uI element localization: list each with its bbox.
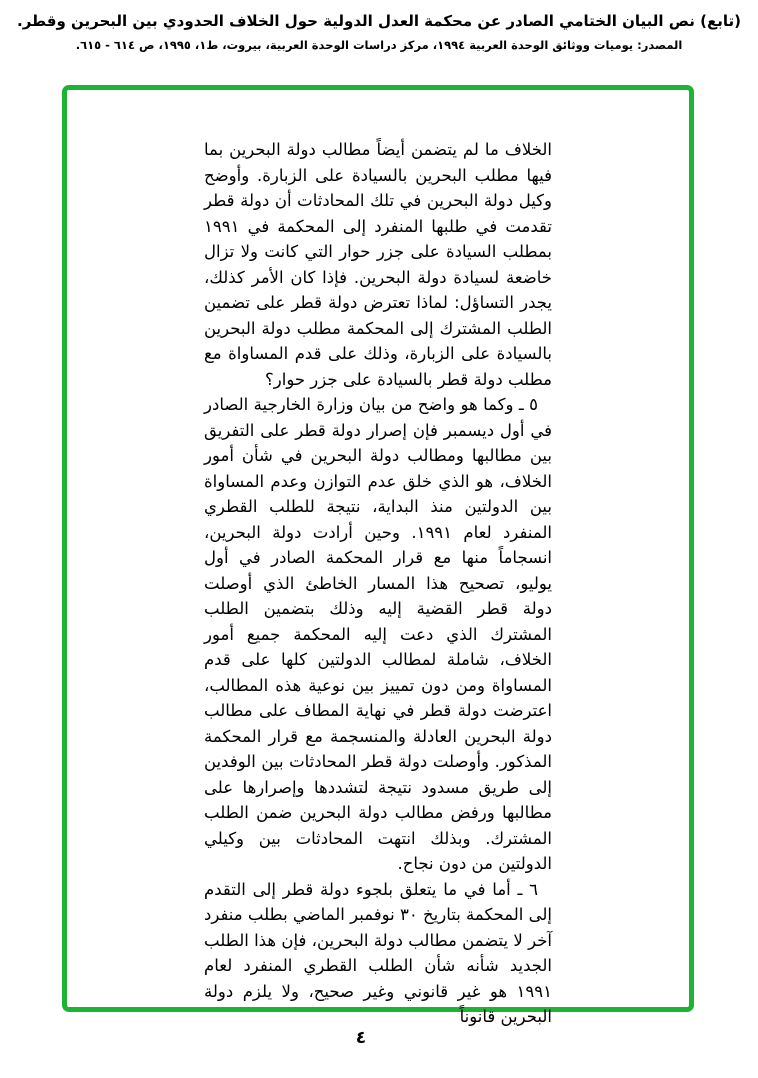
page-number: ٤ <box>355 1028 367 1048</box>
document-source-citation: المصدر: يوميات ووثائق الوحدة العربية ١٩٩٤، مركز دراسات الوحدة العربية، بيروت، ط١، ١٩٩٥، ص ٦١٤ - ٦١٥. <box>75 38 683 52</box>
paragraph-point-5: ٥ ـ وكما هو واضح من بيان وزارة الخارجية الصادر في أول ديسمبر فإن إصرار دولة قطر على التفريق بين مطالبها ومطالب دولة البحرين في شأن أمور الخلاف، هو الذي خلق عدم التوازن وعدم المساواة بين الدولتين منذ البداية، نتيجة للطلب القطري المنفرد لعام ١٩٩١. وحين أرادت دولة البحرين، انسجاماً منها مع قرار المحكمة الصادر في أول يوليو، تصحيح هذا المسار الخاطئ الذي أوصلت دولة قطر القضية إليه وذلك بتضمين الطلب المشترك الذي دعت إليه المحكمة جميع أمور الخلاف، شاملة لمطالب الدولتين كلها على قدم المساواة ومن دون تمييز بين نوعية هذه المطالب، اعترضت دولة قطر في نهاية المطاف على مطالب دولة البحرين العادلة والمنسجمة مع قرار المحكمة المذكور. وأوصلت دولة قطر المحادثات بين الوفدين إلى طريق مسدود نتيجة لتشددها وإصرارها على مطالبها ورفض مطالب دولة البحرين ضمن الطلب المشترك. وبذلك انتهت المحادثات بين وكيلي الدولتين من دون نجاح. <box>204 395 552 873</box>
paragraph-point-6: ٦ ـ أما في ما يتعلق بلجوء دولة قطر إلى التقدم إلى المحكمة بتاريخ ٣٠ نوفمبر الماضي بطلب منفرد آخر لا يتضمن مطالب دولة البحرين، فإن هذا الطلب الجديد شأنه شأن الطلب القطري المنفرد لعام ١٩٩١ هو غير قانوني وغير صحيح، ولا يلزم دولة البحرين قانوناً <box>204 879 552 1026</box>
green-frame-box <box>62 85 694 1026</box>
page-footer <box>0 1028 758 1048</box>
paragraph-continuation: الخلاف ما لم يتضمن أيضاً مطالب دولة البحرين بما فيها مطلب البحرين بالسيادة على الزبارة. وأوضح وكيل دولة البحرين في تلك المحادثات أن دولة قطر تقدمت في طلبها المنفرد إلى المحكمة في ١٩٩١ بمطلب السيادة على جزر حوار التي كانت ولا تزال خاضعة لسيادة دولة البحرين. فإذا كان الأمر كذلك، يجدر التساؤل: لماذا تعترض دولة قطر على تضمين الطلب المشترك إلى المحكمة مطلب دولة البحرين بالسيادة على الزبارة، وذلك على قدم المساواة مع مطلب دولة قطر بالسيادة على جزر حوار؟ <box>204 140 552 389</box>
document-title: (تابع) نص البيان الختامي الصادر عن محكمة العدل الدولية حول الخلاف الحدودي بين البحرين وقطر. <box>17 12 741 30</box>
page-header <box>0 10 758 53</box>
body-text-column <box>204 137 552 1030</box>
